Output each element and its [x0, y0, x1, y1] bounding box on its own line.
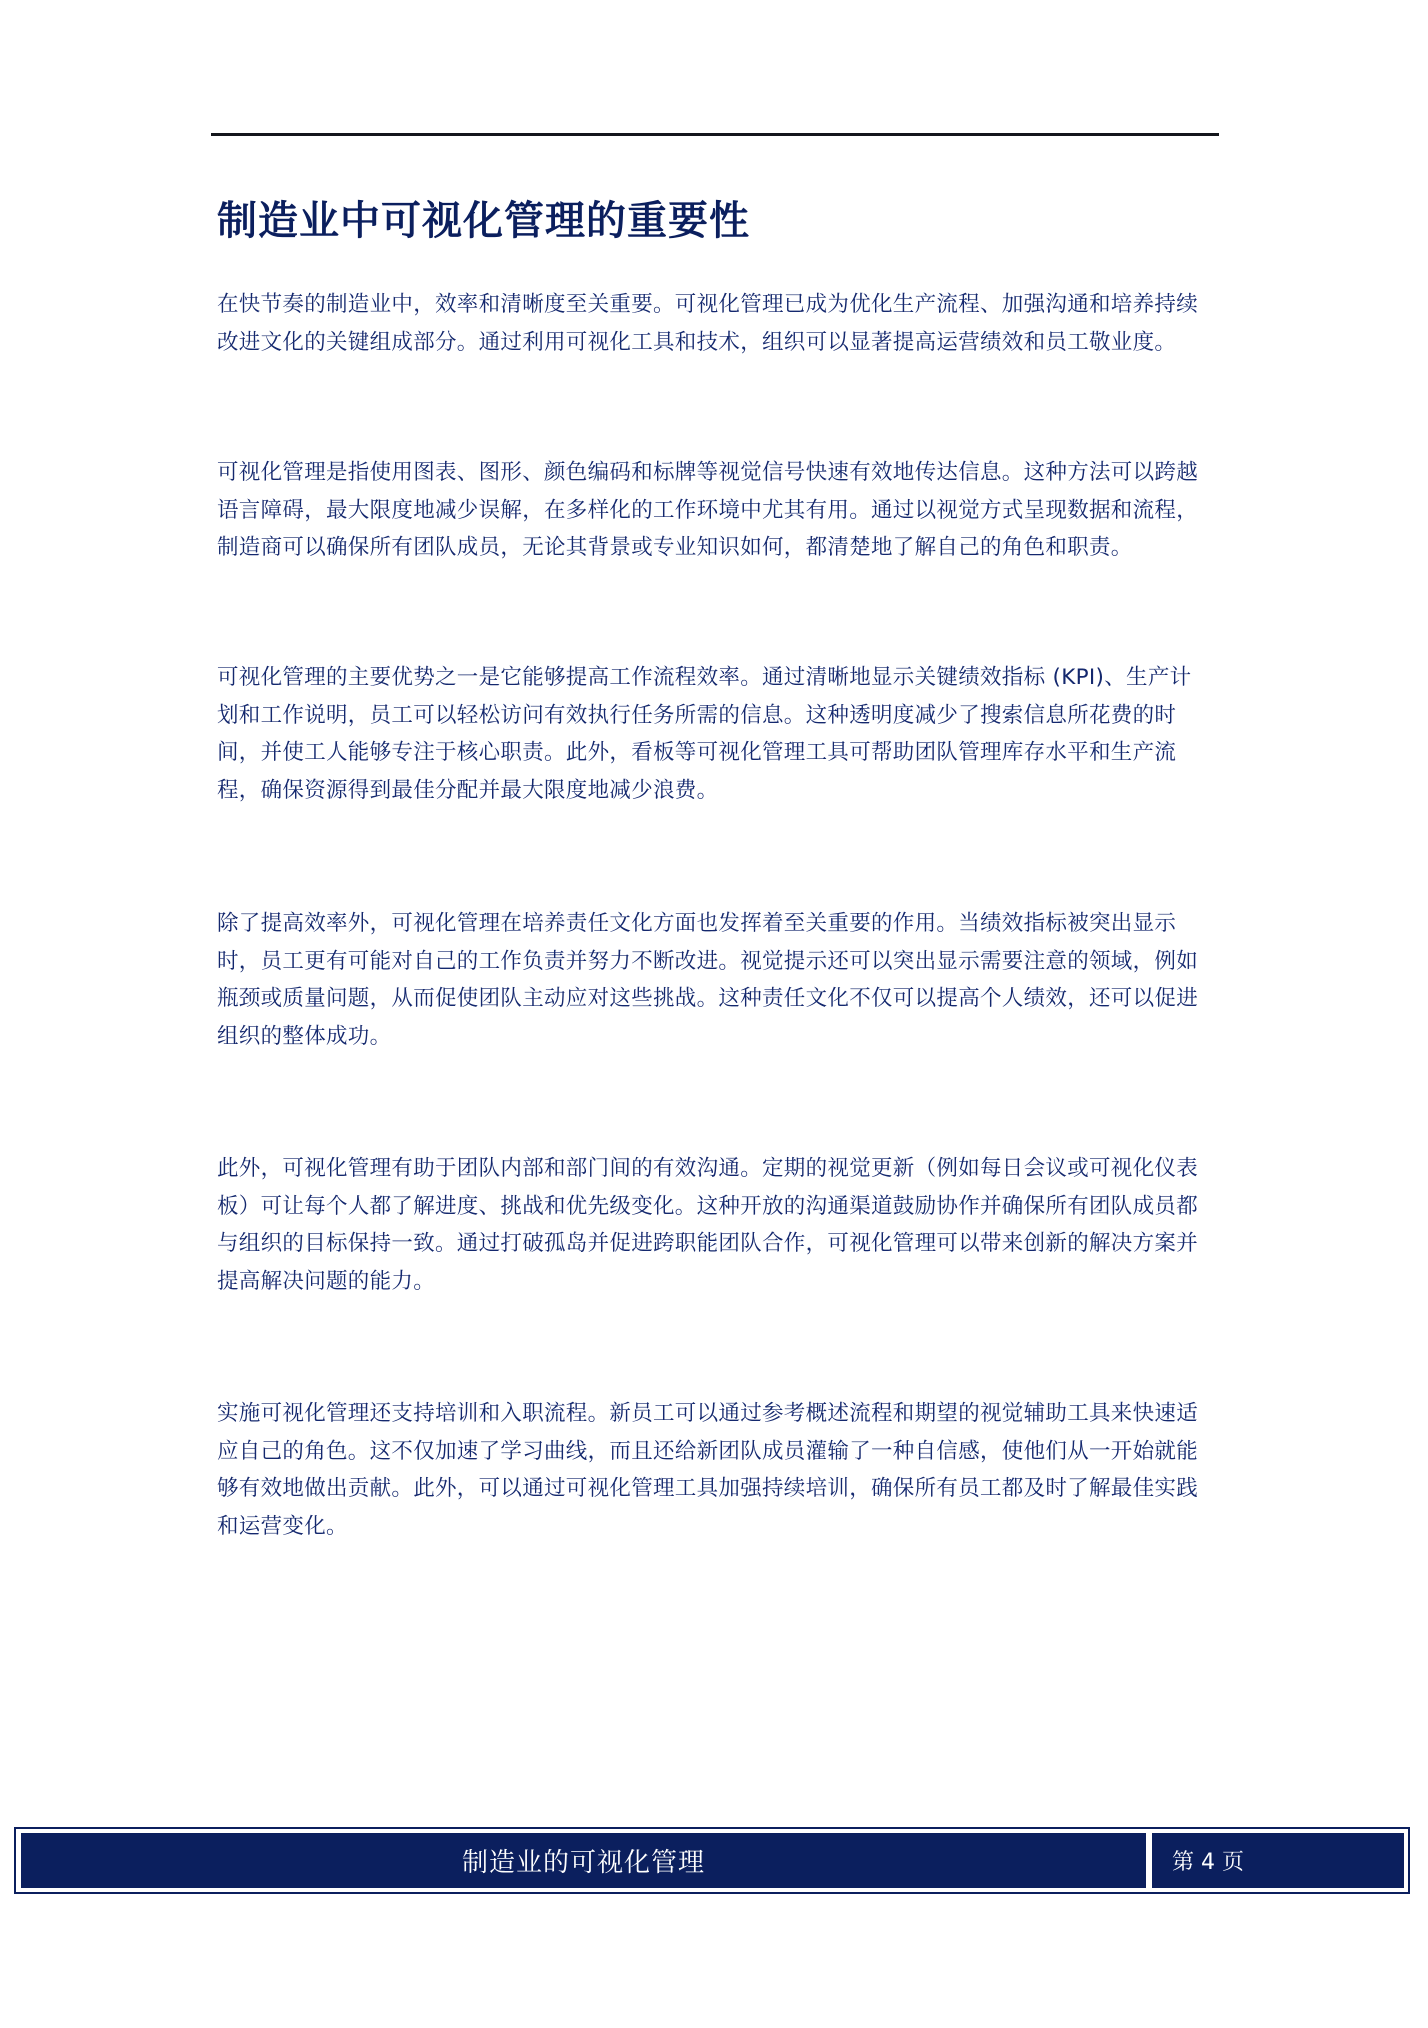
paragraph-accountability: 除了提高效率外，可视化管理在培养责任文化方面也发挥着至关重要的作用。当绩效指标被突出显示时，员工更有可能对自己的工作负责并努力不断改进。视觉提示还可以突出显示需要注意的领域，例如瓶颈或质量问题，从而促使团队主动应对这些挑战。这种责任文化不仅可以提高个人绩效，还可以促进组织的整体成功。	[217, 911, 1199, 1049]
footer-document-title: 制造业的可视化管理	[21, 1833, 1146, 1888]
paragraph-communication: 此外，可视化管理有助于团队内部和部门间的有效沟通。定期的视觉更新（例如每日会议或可视化仪表板）可让每个人都了解进度、挑战和优先级变化。这种开放的沟通渠道鼓励协作并确保所有团队成员都与组织的目标保持一致。通过打破孤岛并促进跨职能团队合作，可视化管理可以带来创新的解决方案并提高解决问题的能力。	[217, 1156, 1199, 1294]
paragraph-training: 实施可视化管理还支持培训和入职流程。新员工可以通过参考概述流程和期望的视觉辅助工具来快速适应自己的角色。这不仅加速了学习曲线，而且还给新团队成员灌输了一种自信感，使他们从一开始就能够有效地做出贡献。此外，可以通过可视化管理工具加强持续培训，确保所有员工都及时了解最佳实践和运营变化。	[217, 1401, 1199, 1539]
paragraph-definition: 可视化管理是指使用图表、图形、颜色编码和标牌等视觉信号快速有效地传达信息。这种方法可以跨越语言障碍，最大限度地减少误解，在多样化的工作环境中尤其有用。通过以视觉方式呈现数据和流程，制造商可以确保所有团队成员，无论其背景或专业知识如何，都清楚地了解自己的角色和职责。	[217, 460, 1199, 560]
paragraph-intro: 在快节奏的制造业中，效率和清晰度至关重要。可视化管理已成为优化生产流程、加强沟通和培养持续改进文化的关键组成部分。通过利用可视化工具和技术，组织可以显著提高运营绩效和员工敬业度。	[217, 292, 1199, 355]
paragraph-efficiency: 可视化管理的主要优势之一是它能够提高工作流程效率。通过清晰地显示关键绩效指标 (KPI)、生产计划和工作说明，员工可以轻松访问有效执行任务所需的信息。这种透明度减少了搜索信息所花费的时间，并使工人能够专注于核心职责。此外，看板等可视化管理工具可帮助团队管理库存水平和生产流程，确保资源得到最佳分配并最大限度地减少浪费。	[217, 665, 1192, 803]
page-title: 制造业中可视化管理的重要性	[217, 198, 750, 244]
footer-page-number: 第 4 页	[1152, 1833, 1404, 1888]
header-rule	[211, 133, 1219, 136]
